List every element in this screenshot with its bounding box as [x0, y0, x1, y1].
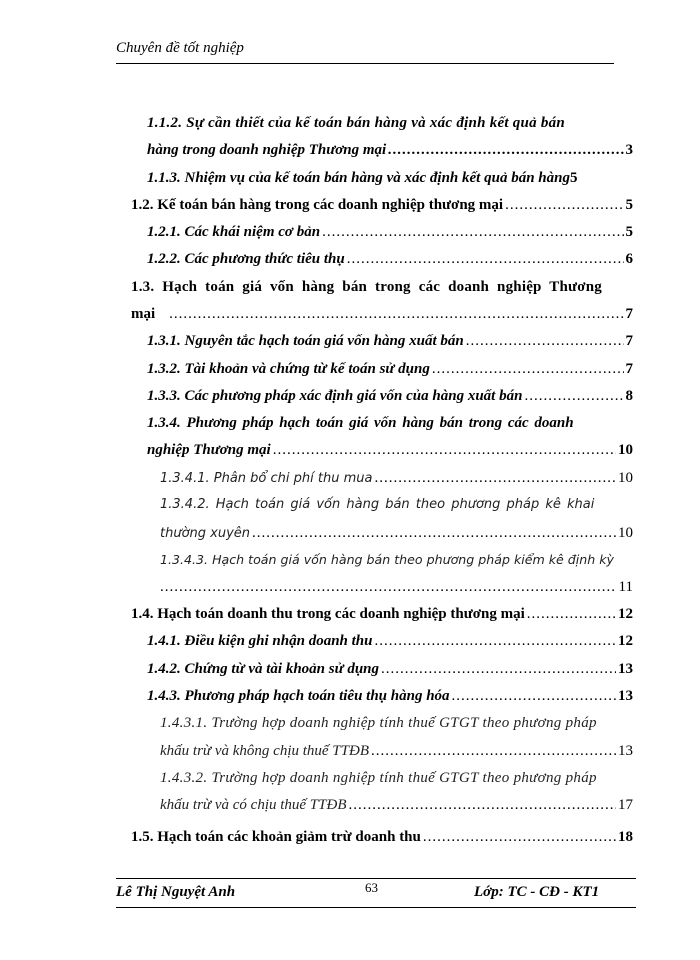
toc-entry-1-4-3-2: 1.4.3.2. Trường hợp doanh nghiệp tính thuế GTGT theo phương pháp	[160, 770, 597, 786]
toc-entry-1-4-1: 1.4.1. Điều kiện ghi nhận doanh thu ..... 12	[147, 633, 633, 650]
toc-entry-1-3-4-3-cont: ..... 11	[160, 579, 633, 596]
toc-entry-1-1-2-cont: hàng trong doanh nghiệp Thương mại ..... 3	[147, 142, 633, 159]
toc-entry-1-5: 1.5. Hạch toán các khoản giảm trừ doanh thu ..... 18	[131, 829, 633, 846]
toc-entry-1-2-2: 1.2.2. Các phương thức tiêu thụ ..... 6	[147, 251, 633, 268]
toc-entry-1-3: 1.3. Hạch toán giá vốn hàng bán trong các doanh nghiệp Thương	[131, 279, 602, 295]
toc-entry-1-1-2: 1.1.2. Sự cần thiết của kế toán bán hàng và xác định kết quả bán	[147, 115, 565, 131]
footer-author: Lê Thị Nguyệt Anh	[116, 884, 236, 900]
footer-divider	[116, 878, 636, 879]
toc-entry-1-3-2: 1.3.2. Tài khoản và chứng từ kế toán sử dụng ..... 7	[147, 361, 633, 378]
toc-entry-1-4-3-2-cont: khấu trừ và có chịu thuế TTĐB ..... 17	[160, 797, 633, 814]
footer-class-label: Lớp: TC - CĐ - KT1	[474, 884, 600, 900]
toc-entry-1-4-2: 1.4.2. Chứng từ và tài khoản sử dụng ..... 13	[147, 661, 633, 678]
toc-entry-1-3-4-2: 1.3.4.2. Hạch toán giá vốn hàng bán theo phương pháp kê khai	[160, 497, 595, 512]
toc-entry-1-3-cont: mại ..... 7	[131, 306, 633, 323]
footer-page-number: 63	[365, 880, 378, 895]
toc-entry-1-3-4-cont: nghiệp Thương mại ..... 10	[147, 442, 633, 459]
toc-entry-1-3-4-1: 1.3.4.1. Phân bổ chi phí thu mua ..... 10	[160, 470, 633, 487]
toc-entry-1-1-3: 1.1.3. Nhiệm vụ của kế toán bán hàng và xác định kết quả bán hàng 5	[147, 170, 578, 186]
header-divider	[116, 63, 614, 64]
page-header-title: Chuyên đề tốt nghiệp	[116, 40, 244, 56]
toc-entry-1-4-3: 1.4.3. Phương pháp hạch toán tiêu thụ hàng hóa ..... 13	[147, 688, 633, 705]
toc-entry-1-2-1: 1.2.1. Các khái niệm cơ bản ..... 5	[147, 224, 633, 241]
toc-entry-1-3-4: 1.3.4. Phương pháp hạch toán giá vốn hàng bán trong các doanh	[147, 415, 574, 431]
toc-entry-1-4-3-1-cont: khấu trừ và không chịu thuế TTĐB ..... 13	[160, 743, 633, 760]
toc-entry-1-2: 1.2. Kế toán bán hàng trong các doanh nghiệp thương mại ..... 5	[131, 197, 633, 214]
toc-entry-1-4: 1.4. Hạch toán doanh thu trong các doanh nghiệp thương mại ..... 12	[131, 606, 633, 623]
toc-entry-1-3-3: 1.3.3. Các phương pháp xác định giá vốn của hàng xuất bán ..... 8	[147, 388, 633, 405]
toc-entry-1-3-1: 1.3.1. Nguyên tắc hạch toán giá vốn hàng xuất bán ..... 7	[147, 333, 633, 350]
toc-entry-1-3-4-2-cont: thường xuyên ..... 10	[160, 525, 633, 542]
footer-bottom-rule	[116, 907, 636, 908]
toc-entry-1-3-4-3: 1.3.4.3. Hạch toán giá vốn hàng bán theo phương pháp kiểm kê định kỳ	[160, 552, 615, 567]
toc-entry-1-4-3-1: 1.4.3.1. Trường hợp doanh nghiệp tính thuế GTGT theo phương pháp	[160, 715, 597, 731]
